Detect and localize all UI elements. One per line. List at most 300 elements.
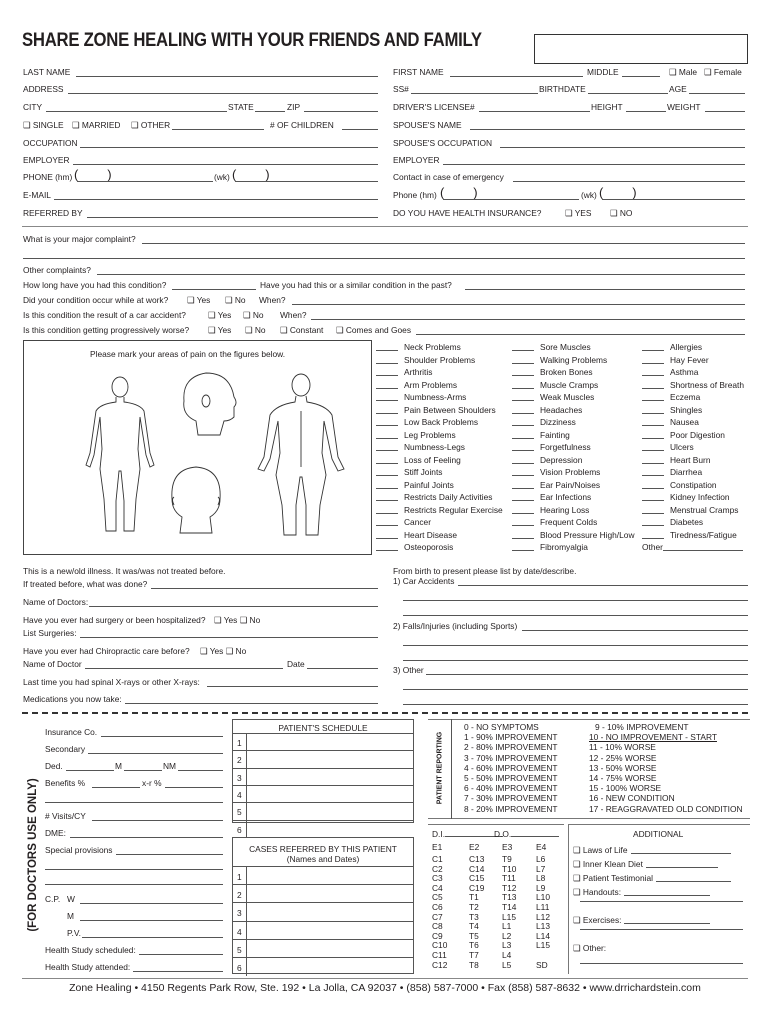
symptom-item[interactable]: Cancer [376, 516, 503, 529]
spine-level[interactable]: T1 [469, 892, 479, 903]
symptom-item[interactable]: Hay Fever [642, 354, 744, 367]
surgeries-field[interactable] [80, 637, 378, 638]
checkbox-icon[interactable]: ❑ [239, 615, 248, 625]
symptom-item[interactable]: Eczema [642, 391, 744, 404]
spine-level[interactable]: C9 [432, 930, 443, 941]
schedule-row[interactable] [232, 785, 414, 802]
work-when-label: When? [259, 295, 286, 305]
checkbox-icon[interactable]: ❑ [225, 646, 234, 656]
blank-line[interactable] [512, 475, 534, 476]
spine-level[interactable]: L1 [502, 921, 512, 932]
progress-comes-goes[interactable]: ❑ Comes and Goes [336, 325, 412, 335]
symptom-item[interactable]: Sore Muscles [512, 341, 635, 354]
spouse-occupation-field[interactable] [500, 147, 745, 148]
blank-line[interactable] [376, 363, 398, 364]
checkbox-icon[interactable]: ❑ [704, 67, 712, 77]
progress-yes[interactable]: ❑ Yes [208, 325, 232, 335]
chiro-yes-no[interactable]: ❑ Yes ❑ No [200, 646, 247, 656]
blank-line[interactable] [512, 513, 534, 514]
insurance-co-field[interactable] [101, 736, 223, 737]
additional-item[interactable]: ❑ Exercises: [573, 915, 710, 925]
benefits-field-2[interactable] [45, 802, 223, 803]
health-scheduled-field[interactable] [139, 954, 223, 955]
occupation-field[interactable] [80, 147, 378, 148]
case-row[interactable] [232, 902, 414, 920]
additional-field[interactable] [624, 923, 710, 924]
car-accidents-field[interactable] [458, 585, 748, 586]
case-row[interactable] [232, 884, 414, 902]
spine-level[interactable]: T9 [502, 854, 512, 864]
blank-line[interactable] [642, 450, 664, 451]
meds-field[interactable] [125, 703, 378, 704]
symptom-item[interactable]: Ear Pain/Noises [512, 479, 635, 492]
symptom-item[interactable]: Dizziness [512, 416, 635, 429]
symptoms-list-2 [512, 341, 635, 554]
symptom-item[interactable]: Fainting [512, 429, 635, 442]
insurance-no[interactable]: ❑ NO [610, 208, 633, 218]
spine-level[interactable]: E3 [502, 842, 513, 852]
case-row[interactable] [232, 957, 414, 975]
checkbox-icon[interactable]: ❑ [573, 845, 583, 855]
spine-level[interactable]: L12 [536, 911, 550, 922]
symptom-item[interactable]: Frequent Colds [512, 516, 635, 529]
car-accidents-field-2[interactable] [403, 600, 748, 601]
surgery-yes[interactable]: ❑ Yes ❑ No [214, 615, 261, 625]
single-option[interactable]: ❑ SINGLE [23, 120, 64, 130]
email-field[interactable] [54, 199, 378, 200]
symptom-item[interactable]: Restricts Regular Exercise [376, 504, 503, 517]
schedule-row[interactable] [232, 768, 414, 785]
blank-line[interactable] [376, 388, 398, 389]
spouse-name-field[interactable] [470, 129, 745, 130]
emergency-field[interactable] [513, 181, 745, 182]
other-history-field-3[interactable] [403, 704, 748, 705]
spine-level[interactable]: L11 [536, 902, 550, 912]
female-option[interactable]: ❑ Female [704, 67, 742, 77]
phone-hm-field[interactable] [77, 181, 213, 182]
spine-level[interactable]: T2 [469, 902, 479, 912]
additional-field-line[interactable] [580, 929, 743, 930]
blank-line[interactable] [642, 425, 664, 426]
first-name-field[interactable] [450, 76, 583, 77]
blank-line[interactable] [376, 438, 398, 439]
blank-line[interactable] [642, 500, 664, 501]
progress-field[interactable] [416, 334, 745, 335]
blank-line[interactable] [642, 400, 664, 401]
blank-line[interactable] [512, 400, 534, 401]
m-field[interactable] [124, 770, 162, 771]
spine-level[interactable]: C3 [432, 873, 443, 884]
spine-level[interactable]: T5 [469, 930, 479, 941]
symptom-item[interactable]: Numbness-Legs [376, 441, 503, 454]
spine-level[interactable]: E1 [432, 842, 443, 852]
spine-level[interactable]: T8 [469, 959, 479, 970]
blank-line[interactable] [376, 400, 398, 401]
blank-line[interactable] [512, 363, 534, 364]
spine-level[interactable]: L13 [536, 921, 550, 932]
birth-label: From birth to present please list by date/describe. [393, 566, 577, 576]
blank-line[interactable] [642, 475, 664, 476]
symptom-item[interactable]: Forgetfulness [512, 441, 635, 454]
falls-field-2[interactable] [403, 645, 748, 646]
spine-level[interactable]: L4 [502, 950, 512, 960]
checkbox-icon[interactable]: ❑ [131, 120, 139, 130]
symptom-item[interactable]: Walking Problems [512, 354, 635, 367]
spine-level[interactable]: L5 [502, 959, 512, 970]
symptom-item[interactable]: Depression [512, 454, 635, 467]
symptom-item[interactable]: Pain Between Shoulders [376, 404, 503, 417]
symptom-item[interactable]: Shingles [642, 404, 744, 417]
checkbox-icon[interactable]: ❑ [208, 325, 216, 335]
additional-item[interactable]: ❑ Inner Klean Diet [573, 859, 718, 869]
last-name-field[interactable] [76, 76, 378, 77]
checkbox-icon[interactable]: ❑ [573, 887, 583, 897]
additional-item[interactable]: ❑ Handouts: [573, 887, 710, 897]
blank-line[interactable] [376, 450, 398, 451]
license-field[interactable] [479, 111, 590, 112]
blank-line[interactable] [512, 375, 534, 376]
symptom-item[interactable]: Headaches [512, 404, 635, 417]
checkbox-icon[interactable]: ❑ [573, 859, 583, 869]
checkbox-icon[interactable]: ❑ [610, 208, 618, 218]
symptom-item[interactable]: Kidney Infection [642, 491, 744, 504]
car-yes[interactable]: ❑ Yes [208, 310, 232, 320]
back-head-icon [172, 467, 220, 533]
spine-level[interactable]: L15 [536, 940, 550, 951]
spine-level[interactable]: T11 [502, 873, 516, 884]
date-field[interactable] [307, 668, 378, 669]
blank-line[interactable] [642, 463, 664, 464]
symptom-item[interactable]: Arm Problems [376, 379, 503, 392]
checkbox-icon[interactable]: ❑ [336, 325, 344, 335]
spine-level[interactable]: T13 [502, 892, 517, 903]
blank-line[interactable] [512, 525, 534, 526]
falls-field[interactable] [522, 630, 748, 631]
symptom-item[interactable]: Hearing Loss [512, 504, 635, 517]
spine-level[interactable]: L10 [536, 892, 550, 903]
symptom-item[interactable]: Leg Problems [376, 429, 503, 442]
zip-field[interactable] [304, 111, 378, 112]
blank-line[interactable] [376, 375, 398, 376]
blank-line[interactable] [376, 463, 398, 464]
symptom-item[interactable]: Vision Problems [512, 466, 635, 479]
additional-field[interactable] [624, 895, 710, 896]
checkbox-icon[interactable]: ❑ [72, 120, 80, 130]
blank-line[interactable] [512, 350, 534, 351]
treated-label: If treated before, what was done? [23, 579, 148, 589]
additional-field[interactable] [656, 881, 731, 882]
xr-field[interactable] [165, 787, 223, 788]
blank-line[interactable] [376, 413, 398, 414]
similar-field[interactable] [465, 289, 745, 290]
symptom-item[interactable]: Heart Disease [376, 529, 503, 542]
falls-field-3[interactable] [403, 660, 748, 661]
spine-level[interactable]: T4 [469, 921, 479, 932]
spine-level[interactable]: C8 [432, 921, 443, 932]
treated-field[interactable] [151, 588, 378, 589]
weight-field[interactable] [705, 111, 745, 112]
symptom-item[interactable]: Heart Burn [642, 454, 744, 467]
checkbox-icon[interactable]: ❑ [187, 295, 195, 305]
blank-line[interactable] [642, 488, 664, 489]
cp-m-field[interactable] [80, 920, 223, 921]
checkbox-icon[interactable]: ❑ [669, 67, 677, 77]
pain-figures-box[interactable] [23, 340, 372, 555]
secondary-field[interactable] [88, 753, 223, 754]
additional-item[interactable]: ❑ Patient Testimonial [573, 873, 731, 883]
symptom-item[interactable]: Numbness-Arms [376, 391, 503, 404]
special-field[interactable] [116, 854, 223, 855]
male-option[interactable]: ❑ Male [669, 67, 697, 77]
emergency-wk-field[interactable] [602, 199, 745, 200]
middle-field[interactable] [622, 76, 660, 77]
blank-line[interactable] [512, 550, 534, 551]
symptom-item[interactable]: Painful Joints [376, 479, 503, 492]
blank-line[interactable] [642, 375, 664, 376]
other-option[interactable]: ❑ OTHER [131, 120, 171, 130]
blank-line[interactable] [512, 425, 534, 426]
spine-level[interactable]: C13 [469, 854, 485, 864]
blank-line[interactable] [642, 538, 664, 539]
children-field[interactable] [342, 129, 378, 130]
blank-line[interactable] [376, 488, 398, 489]
blank-line[interactable] [376, 500, 398, 501]
nm-field[interactable] [178, 770, 223, 771]
xrays-field[interactable] [207, 686, 378, 687]
married-option[interactable]: ❑ MARRIED [72, 120, 121, 130]
spine-level[interactable]: C12 [432, 959, 448, 970]
spine-level[interactable]: C1 [432, 854, 443, 864]
blank-line[interactable] [642, 388, 664, 389]
symptom-item[interactable]: Arthritis [376, 366, 503, 379]
spine-level[interactable]: E4 [536, 842, 547, 852]
symptom-item[interactable]: Muscle Cramps [512, 379, 635, 392]
blank-line[interactable] [512, 413, 534, 414]
spine-level[interactable]: C4 [432, 882, 443, 893]
other-complaints-field[interactable] [97, 274, 745, 275]
spine-level[interactable]: T14 [502, 902, 517, 912]
checkbox-icon[interactable]: ❑ [200, 646, 208, 656]
spine-level[interactable]: C15 [469, 873, 485, 884]
spine-level[interactable]: L2 [502, 930, 512, 941]
spine-level[interactable]: C7 [432, 911, 443, 922]
symptom-item[interactable]: Other [642, 541, 744, 554]
schedule-row[interactable] [232, 820, 414, 837]
special-field-2[interactable] [45, 869, 223, 870]
height-field[interactable] [626, 111, 666, 112]
symptom-item[interactable]: Restricts Daily Activities [376, 491, 503, 504]
ded-field[interactable] [66, 770, 114, 771]
spine-level[interactable]: SD [536, 959, 548, 970]
spine-level[interactable]: C5 [432, 892, 443, 903]
symptom-item[interactable]: Loss of Feeling [376, 454, 503, 467]
spine-level[interactable]: L6 [536, 854, 546, 864]
blank-line[interactable] [512, 488, 534, 489]
other-symptom-field[interactable] [663, 550, 743, 551]
car-when-field[interactable] [311, 319, 745, 320]
dme-field[interactable] [70, 837, 223, 838]
spine-level[interactable]: C19 [469, 882, 485, 893]
spine-level[interactable]: T7 [469, 950, 479, 960]
car-accidents-field-3[interactable] [403, 615, 748, 616]
blank-line[interactable] [376, 475, 398, 476]
checkbox-icon[interactable]: ❑ [208, 310, 216, 320]
symptom-item[interactable]: Diabetes [642, 516, 744, 529]
additional-item[interactable]: ❑ Other: [573, 943, 607, 953]
symptom-item[interactable]: Weak Muscles [512, 391, 635, 404]
blank-line[interactable] [512, 438, 534, 439]
additional-item[interactable]: ❑ Laws of Life [573, 845, 731, 855]
checkbox-icon[interactable]: ❑ [565, 208, 573, 218]
case-row[interactable] [232, 939, 414, 957]
spouse-employer-field[interactable] [443, 164, 745, 165]
spine-level[interactable]: T12 [502, 882, 517, 893]
spine-level[interactable]: L14 [536, 930, 550, 941]
case-row[interactable] [232, 921, 414, 939]
how-long-field[interactable] [172, 289, 256, 290]
checkbox-icon[interactable]: ❑ [243, 310, 251, 320]
symptom-item[interactable]: Osteoporosis [376, 541, 503, 554]
spine-level[interactable]: L9 [536, 882, 546, 893]
other-history-field-2[interactable] [403, 689, 748, 690]
symptom-item[interactable]: Stiff Joints [376, 466, 503, 479]
work-yes[interactable]: ❑ Yes [187, 295, 211, 305]
blank-line[interactable] [512, 388, 534, 389]
spine-level[interactable]: T10 [502, 863, 517, 874]
spine-level[interactable]: C14 [469, 863, 485, 874]
blank-line[interactable] [512, 538, 534, 539]
blank-line[interactable] [376, 350, 398, 351]
benefits-field[interactable] [92, 787, 140, 788]
checkbox-icon[interactable]: ❑ [280, 325, 288, 335]
car-no[interactable]: ❑ No [243, 310, 264, 320]
referred-field[interactable] [87, 217, 378, 218]
symptom-item[interactable]: Fibromyalgia [512, 541, 635, 554]
spine-level[interactable]: T3 [469, 911, 479, 922]
emergency-label: Contact in case of emergency [393, 172, 504, 182]
visits-field[interactable] [92, 820, 223, 821]
doctors-field[interactable] [89, 606, 378, 607]
office-box[interactable] [534, 34, 748, 64]
spine-level[interactable]: C2 [432, 863, 443, 874]
other-field[interactable] [172, 129, 264, 130]
work-no[interactable]: ❑ No [225, 295, 246, 305]
additional-field-line[interactable] [580, 963, 743, 964]
checkbox-icon[interactable]: ❑ [573, 943, 583, 953]
schedule-row[interactable] [232, 750, 414, 767]
symptom-item[interactable]: Ear Infections [512, 491, 635, 504]
address-field[interactable] [68, 93, 378, 94]
blank-line[interactable] [642, 525, 664, 526]
blank-line[interactable] [376, 550, 398, 551]
employer-field[interactable] [73, 164, 378, 165]
symptom-item[interactable]: Menstrual Cramps [642, 504, 744, 517]
ss-field[interactable] [411, 93, 538, 94]
birthdate-field[interactable] [588, 93, 668, 94]
schedule-row[interactable] [232, 802, 414, 819]
blank-line[interactable] [642, 413, 664, 414]
symptom-item[interactable]: Diarrhea [642, 466, 744, 479]
symptom-item[interactable]: Nausea [642, 416, 744, 429]
symptom-item[interactable]: Poor Digestion [642, 429, 744, 442]
symptom-item[interactable]: Shoulder Problems [376, 354, 503, 367]
symptom-item[interactable]: Ulcers [642, 441, 744, 454]
symptom-item[interactable]: Shortness of Breath [642, 379, 744, 392]
progress-no[interactable]: ❑ No [245, 325, 266, 335]
blank-line[interactable] [642, 513, 664, 514]
checkbox-icon[interactable]: ❑ [245, 325, 253, 335]
work-when-field[interactable] [292, 304, 745, 305]
w-field[interactable] [80, 903, 223, 904]
spine-level[interactable]: L3 [502, 940, 512, 951]
emergency-hm-field[interactable] [443, 199, 579, 200]
phone-wk-field[interactable] [235, 181, 378, 182]
special-field-3[interactable] [45, 884, 223, 885]
blank-line[interactable] [642, 438, 664, 439]
pv-field[interactable] [82, 937, 223, 938]
blank-line[interactable] [512, 500, 534, 501]
spine-level[interactable]: L8 [536, 873, 546, 884]
other-history-field[interactable] [426, 674, 748, 675]
spine-level[interactable]: C10 [432, 940, 448, 951]
checkbox-icon[interactable]: ❑ [23, 120, 31, 130]
doctor-field[interactable] [85, 668, 283, 669]
checkbox-icon[interactable]: ❑ [225, 295, 233, 305]
symptom-item[interactable]: Blood Pressure High/Low [512, 529, 635, 542]
city-field[interactable] [46, 111, 227, 112]
symptom-item[interactable]: Tiredness/Fatigue [642, 529, 744, 542]
blank-line[interactable] [512, 463, 534, 464]
age-field[interactable] [689, 93, 745, 94]
symptom-item[interactable]: Low Back Problems [376, 416, 503, 429]
symptom-item[interactable]: Asthma [642, 366, 744, 379]
checkbox-icon[interactable]: ❑ [214, 615, 222, 625]
spine-level[interactable]: C6 [432, 902, 443, 912]
blank-line[interactable] [512, 450, 534, 451]
blank-line[interactable] [376, 525, 398, 526]
case-row[interactable] [232, 866, 414, 884]
additional-field[interactable] [631, 853, 731, 854]
blank-line[interactable] [376, 425, 398, 426]
blank-line[interactable] [642, 350, 664, 351]
checkbox-icon[interactable]: ❑ [573, 873, 583, 883]
schedule-num: 2 [237, 755, 242, 766]
checkbox-icon[interactable]: ❑ [573, 915, 583, 925]
blank-line[interactable] [642, 363, 664, 364]
symptom-item[interactable]: Neck Problems [376, 341, 503, 354]
symptom-item[interactable]: Constipation [642, 479, 744, 492]
additional-field-line[interactable] [580, 901, 743, 902]
major-complaint-field[interactable] [142, 243, 745, 244]
spine-level[interactable]: E2 [469, 842, 480, 852]
spine-level[interactable]: T6 [469, 940, 479, 951]
symptom-item[interactable]: Broken Bones [512, 366, 635, 379]
symptom-item[interactable]: Allergies [642, 341, 744, 354]
spine-level[interactable]: L15 [502, 911, 516, 922]
progress-constant[interactable]: ❑ Constant [280, 325, 324, 335]
spine-level[interactable]: C11 [432, 950, 447, 960]
state-field[interactable] [255, 111, 285, 112]
health-attended-field[interactable] [133, 971, 223, 972]
spine-level[interactable]: L7 [536, 863, 546, 874]
schedule-row[interactable] [232, 733, 414, 750]
additional-field[interactable] [646, 867, 718, 868]
major-complaint-field-2[interactable] [23, 258, 745, 259]
insurance-yes[interactable]: ❑ YES [565, 208, 592, 218]
blank-line[interactable] [376, 538, 398, 539]
body-figures-icon[interactable] [24, 341, 373, 556]
blank-line[interactable] [376, 513, 398, 514]
